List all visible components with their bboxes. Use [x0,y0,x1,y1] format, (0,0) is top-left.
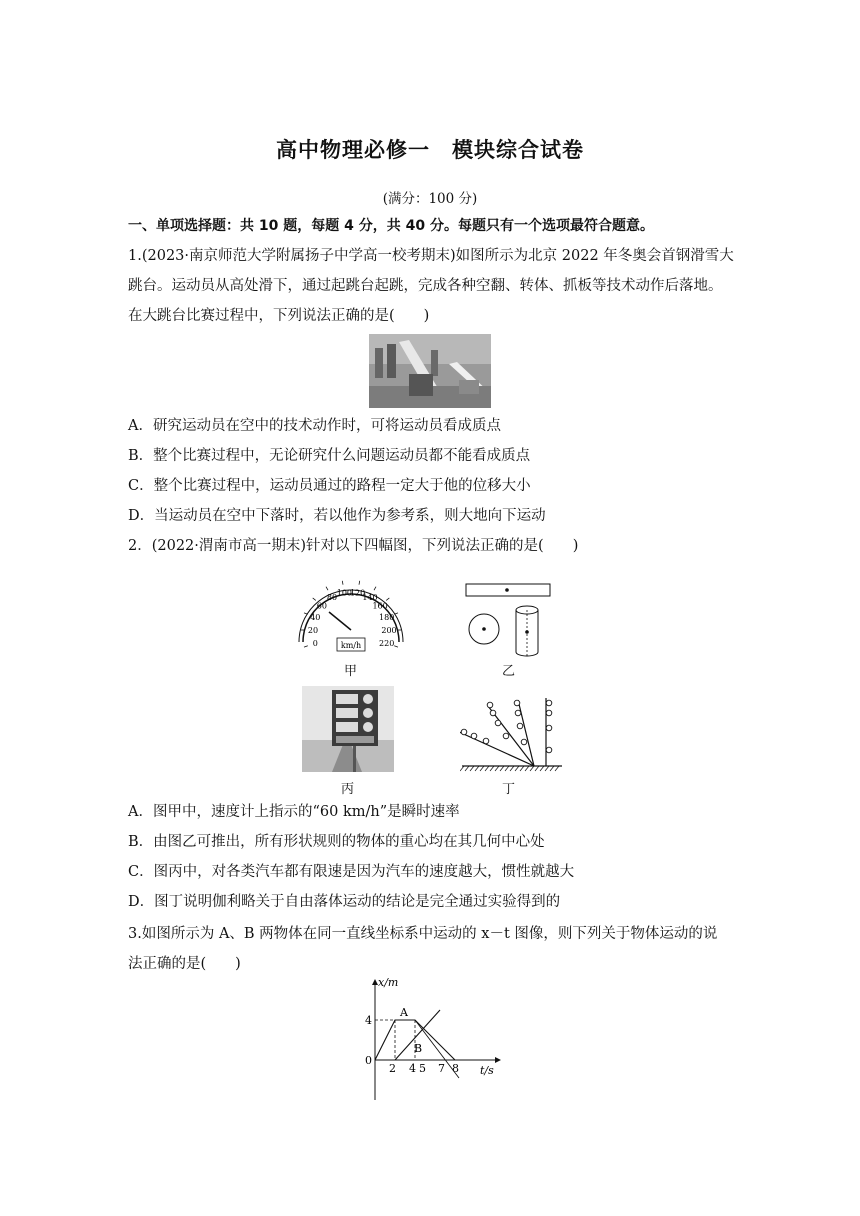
x-axis-label: t/s [480,1064,494,1077]
x-tick-4: 4 [409,1062,416,1075]
x-tick-5: 5 [419,1062,426,1075]
q1-stem-line3: 在大跳台比赛过程中，下列说法正确的是( ) [128,308,430,324]
y-tick-0: 0 [365,1054,372,1067]
caption-yi: 乙 [502,664,516,679]
x-tick-8: 8 [452,1062,459,1075]
xt-graph [356,974,506,1104]
speedometer-tick-label: 60 [316,601,327,611]
speedometer-tick-label: 0 [312,639,318,648]
speedometer-tick-label: 200 [381,626,397,635]
y-tick-4: 4 [365,1014,372,1027]
q2-option-a: A．图甲中，速度计上指示的“60 km/h”是瞬时速率 [128,804,460,820]
speedometer-tick-mark [304,646,308,647]
y-axis-label: x/m [378,976,399,989]
speedometer-tick-mark [342,581,343,585]
section-heading: 一、单项选择题：共 10 题，每题 4 分，共 40 分。每题只有一个选项最符合题意。 [128,218,654,234]
q1-option-a: A．研究运动员在空中的技术动作时，可将运动员看成质点 [128,418,501,434]
speedometer-tick-mark [374,587,376,591]
speed-limit-photo [302,686,394,772]
speedometer-tick-mark [394,646,398,647]
center-of-gravity-figure [462,582,554,660]
speedometer-tick-label: 220 [379,639,395,648]
q1-option-c: C．整个比赛过程中，运动员通过的路程一定大于他的位移大小 [128,478,531,494]
label-b: B [414,1042,423,1055]
ski-jump-photo [369,334,491,408]
q3-stem-line1: 3.如图所示为 A、B 两物体在同一直线坐标系中运动的 x－t 图像，则下列关于物体运动的说 [128,926,718,942]
q1-stem-line2: 跳台。运动员从高处滑下，通过起跳台起跳，完成各种空翻、转体、抓板等技术动作后落地。 [128,278,723,294]
speedometer-figure [296,574,406,658]
q2-option-b: B．由图乙可推出，所有形状规则的物体的重心均在其几何中心处 [128,834,545,850]
inclined-plane-figure [460,698,564,772]
x-tick-2: 2 [389,1062,396,1075]
label-a: A [400,1006,408,1019]
speedometer-tick-mark [386,598,389,601]
speedometer-tick-mark [326,587,328,591]
speedometer-tick-label: 160 [372,601,388,611]
speedometer-tick-label: 180 [379,613,395,622]
speedometer-tick-mark [359,581,360,585]
ground-hatch [460,766,559,771]
q1-option-b: B．整个比赛过程中，无论研究什么问题运动员都不能看成质点 [128,448,531,464]
speedometer-tick-label: 100 [336,588,353,598]
q1-option-d: D．当运动员在空中下落时，若以他作为参考系，则大地向下运动 [128,508,546,524]
speedometer-tick-label: 140 [362,593,378,603]
q2-option-c: C．图丙中，对各类汽车都有限速是因为汽车的速度越大，惯性就越大 [128,864,575,880]
q1-stem-line1: 1.(2023·南京师范大学附属扬子中学高一校考期末)如图所示为北京 2022 年冬奥会首钢滑雪大 [128,248,734,264]
speedometer-unit: km/h [340,641,362,650]
speedometer-tick-label: 80 [326,593,338,603]
x-tick-7: 7 [438,1062,445,1075]
speedometer-tick-label: 120 [349,588,366,598]
q3-stem-line2: 法正确的是( ) [128,956,241,972]
speedometer-tick-label: 40 [310,613,321,622]
q2-option-d: D．图丁说明伽利略关于自由落体运动的结论是完全通过实验得到的 [128,894,561,910]
q2-stem: 2．(2022·渭南市高一期末)针对以下四幅图，下列说法正确的是( ) [128,538,579,554]
speedometer-needle [329,612,351,630]
caption-jia: 甲 [344,664,358,679]
page-title: 高中物理必修一 模块综合试卷 [276,138,584,162]
caption-ding: 丁 [502,782,516,797]
caption-bing: 丙 [341,782,355,797]
speedometer-tick-label: 20 [307,626,319,635]
score-note: (满分：100 分) [382,191,478,207]
speedometer-tick-mark [313,598,316,601]
